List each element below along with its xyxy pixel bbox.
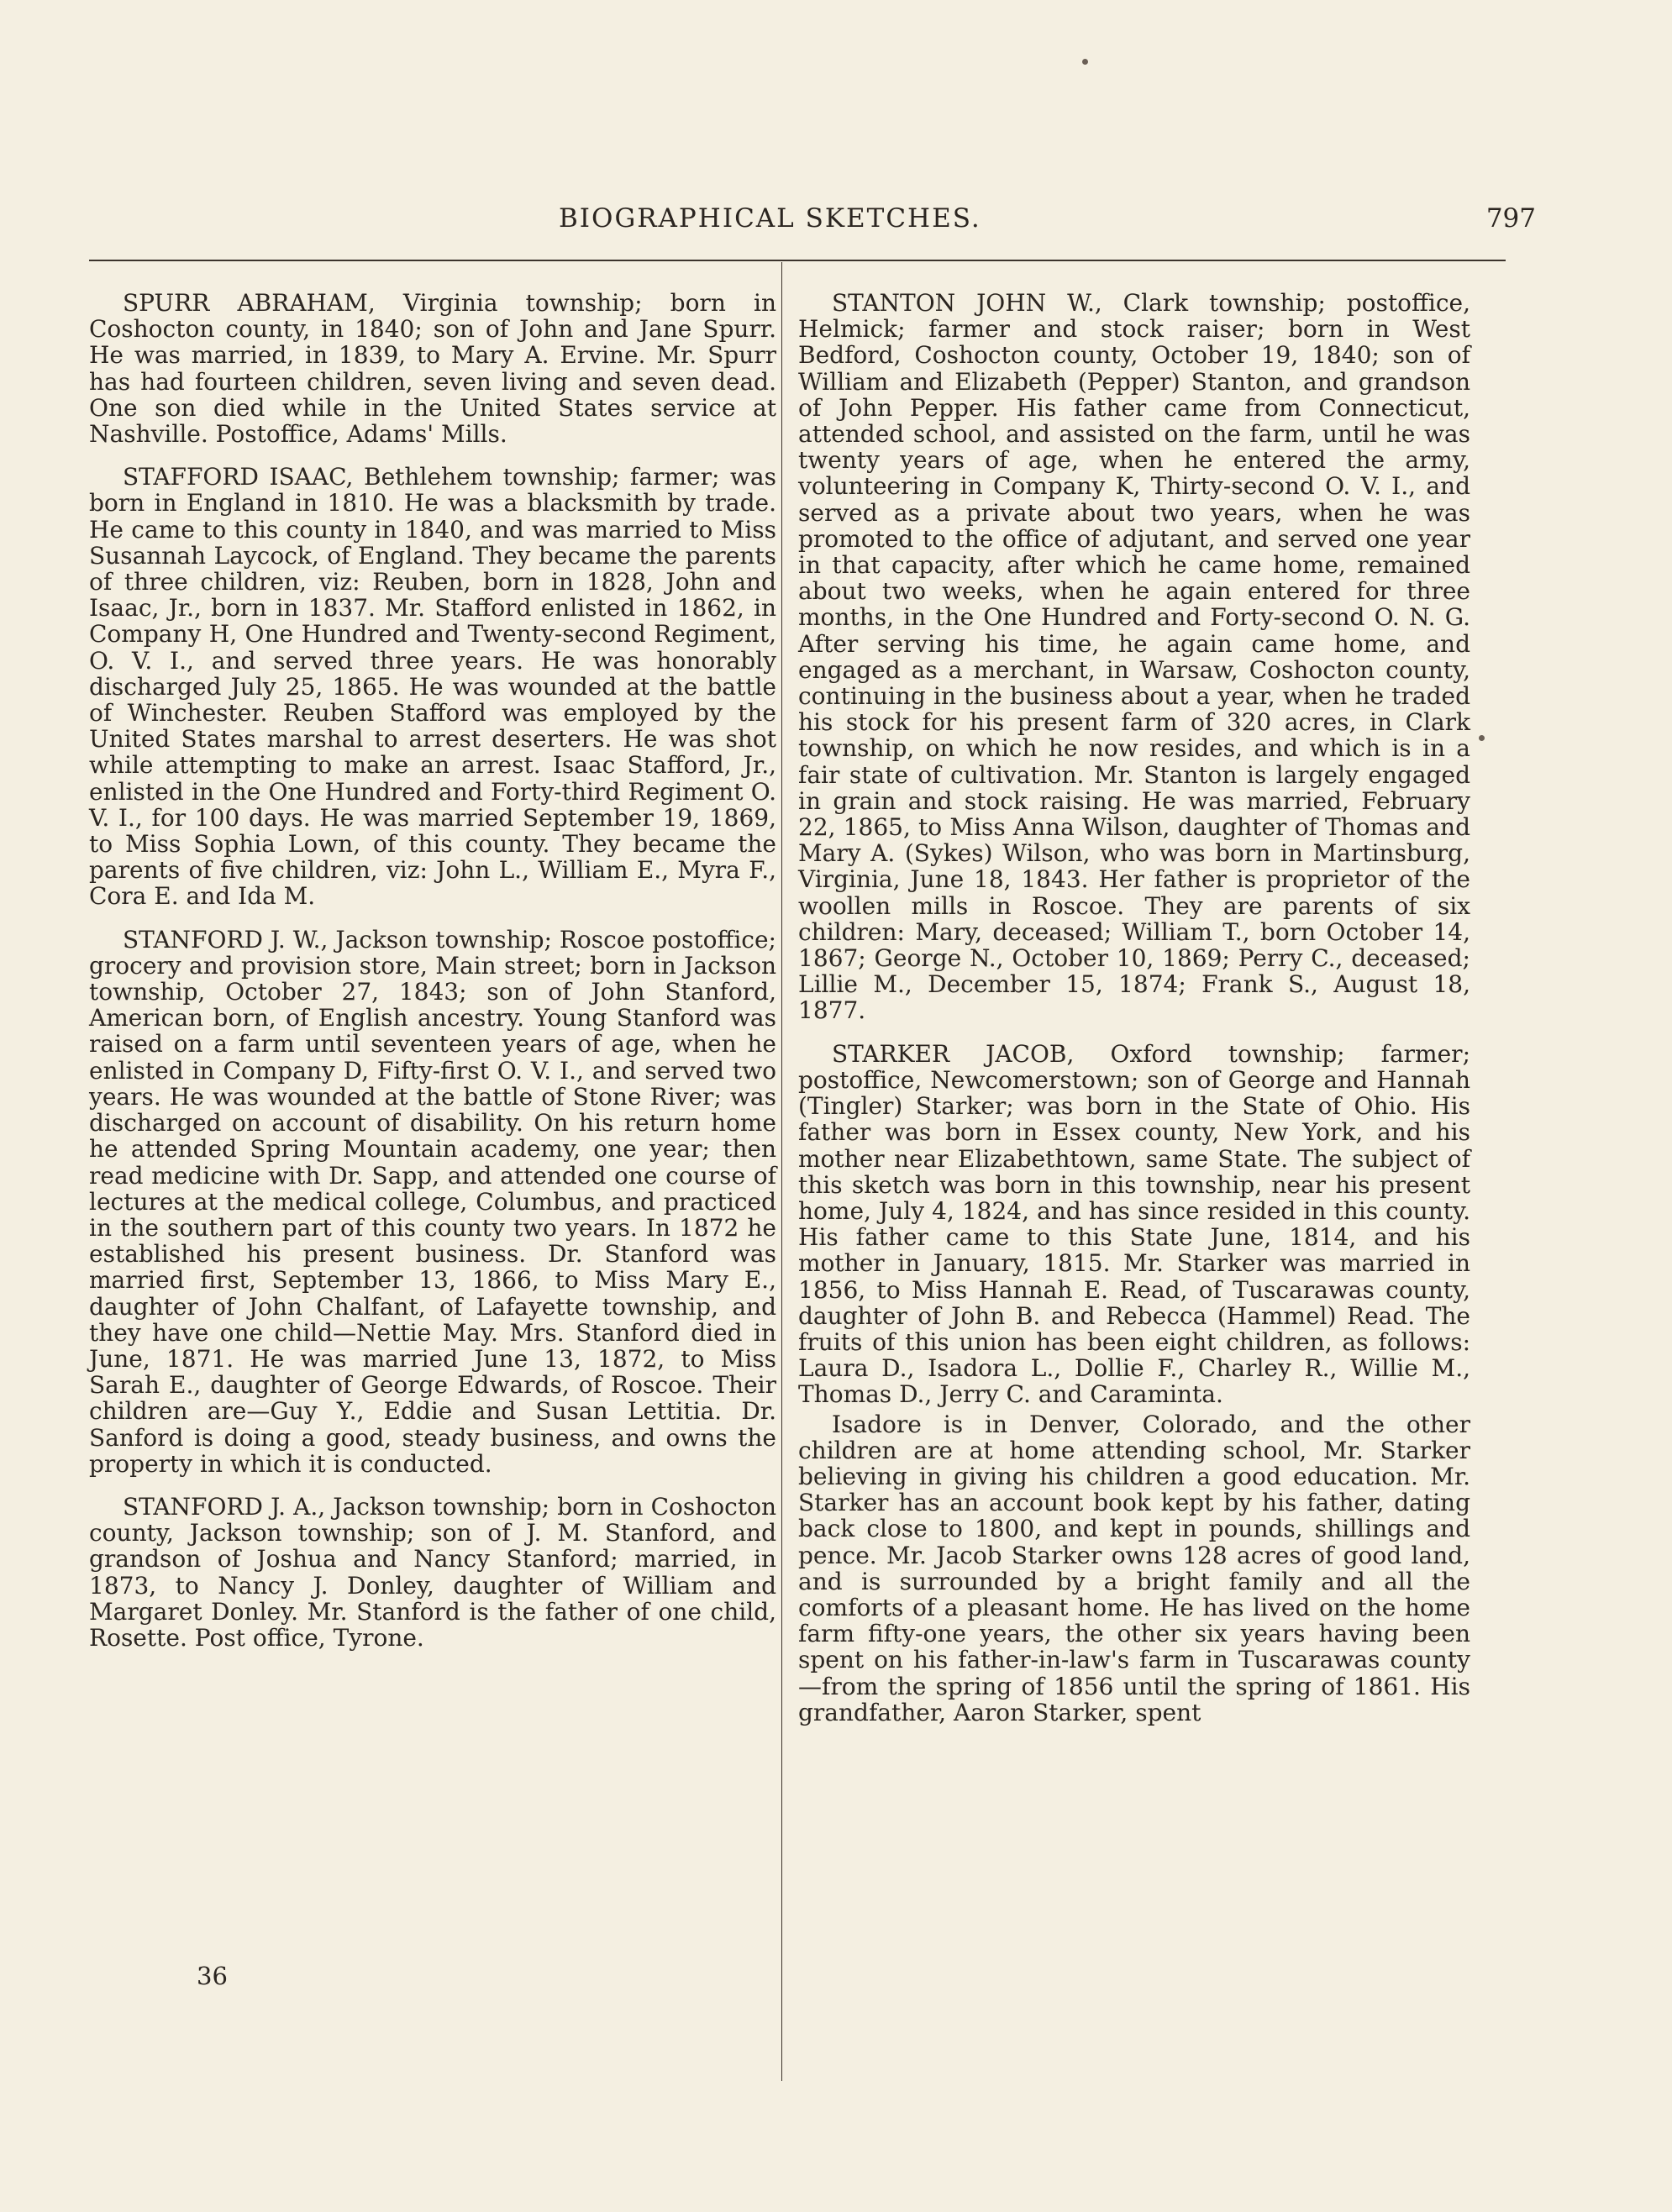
ink-speck <box>1479 735 1485 741</box>
entry-stanford-jw: STANFORD J. W., Jackson township; Roscoe postoffice; grocery and provision store, Main street; born in Jackson township, October 27, 1843; son of John Stanford, American born, of English ancestry. Young Stanford was raised on a farm until seventeen years of age, when he enlisted in Company D, Fifty-first O. V. I., and served two years. He was wounded at the battle of Stone River; was discharged on account of disability. On his return home he attended Spring Mountain academy, one year; then read medicine with Dr. Sapp, and attended one course of lectures at the medical college, Columbus, and practiced in the southern part of this county two years. In 1872 he established his present business. Dr. Stanford was married first, September 13, 1866, to Miss Mary E., daughter of John Chalfant, of Lafayette township, and they have one child—Nettie May. Mrs. Stanford died in June, 1871. He was married June 13, 1872, to Miss Sarah E., daughter of George Edwards, of Roscoe. Their children are—Guy Y., Eddie and Susan Lettitia. Dr. Sanford is doing a good, steady business, and owns the property in which it is conducted. <box>89 925 776 1478</box>
ink-speck <box>1082 59 1088 65</box>
signature-mark: 36 <box>197 1962 228 1990</box>
page-number: 797 <box>1485 203 1536 234</box>
right-column <box>798 290 1470 1742</box>
entry-spurr-abraham: SPURR ABRAHAM, Virginia township; born in Coshocton county, in 1840; son of John and Jane Spurr. He was married, in 1839, to Mary A. Ervine. Mr. Spurr has had fourteen children, seven living and seven dead. One son died while in the United States service at Nashville. Postoffice, Adams' Mills. <box>89 289 776 449</box>
entry-stanton-john: STANTON JOHN W., Clark township; postoffice, Helmick; farmer and stock raiser; born in West Bedford, Coshocton county, October 19, 1840; son of William and Elizabeth (Pepper) Stanton, and grandson of John Pepper. His father came from Connecticut, attended school, and assisted on the farm, until he was twenty years of age, when he entered the army, volunteering in Company K, Thirty-second O. V. I., and served as a private about two years, when he was promoted to the office of adjutant, and served one year in that capacity, after which he came home, remained about two weeks, when he again entered for three months, in the One Hundred and Forty-second O. N. G. After serving his time, he again came home, and engaged as a merchant, in Warsaw, Coshocton county, continuing in the business about a year, when he traded his stock for his present farm of 320 acres, in Clark township, on which he now resides, and which is in a fair state of cultivation. Mr. Stanton is largely engaged in grain and stock raising. He was married, February 22, 1865, to Miss Anna Wilson, daughter of Thomas and Mary A. (Sykes) Wilson, who was born in Martinsburg, Virginia, June 18, 1843. Her father is proprietor of the woollen mills in Roscoe. They are parents of six children: Mary, deceased; William T., born October 14, 1867; George N., October 10, 1869; Perry C., deceased; Lillie M., December 15, 1874; Frank S., August 18, 1877. <box>798 289 1470 1025</box>
running-title: BIOGRAPHICAL SKETCHES. <box>559 203 981 234</box>
page-header <box>101 203 1571 245</box>
entry-stanford-ja: STANFORD J. A., Jackson township; born in Coshocton county, Jackson township; son of J. M. Stanford, and grandson of Joshua and Nancy Stanford; married, in 1873, to Nancy J. Donley, daughter of William and Margaret Donley. Mr. Stanford is the father of one child, Rosette. Post office, Tyrone. <box>89 1492 776 1652</box>
left-column <box>89 290 776 1668</box>
entry-stafford-isaac: STAFFORD ISAAC, Bethlehem township; farmer; was born in England in 1810. He was a blacksmith by trade. He came to this county in 1840, and was married to Miss Susannah Laycock, of England. They became the parents of three children, viz: Reuben, born in 1828, John and Isaac, Jr., born in 1837. Mr. Stafford enlisted in 1862, in Company H, One Hundred and Twenty-second Regiment, O. V. I., and served three years. He was honorably discharged July 25, 1865. He was wounded at the battle of Winchester. Reuben Stafford was employed by the United States marshal to arrest deserters. He was shot while attempting to make an arrest. Isaac Stafford, Jr., enlisted in the One Hundred and Forty-third Regiment O. V. I., for 100 days. He was married September 19, 1869, to Miss Sophia Lown, of this county. They became the parents of five children, viz: John L., William E., Myra F., Cora E. and Ida M. <box>89 463 776 911</box>
header-rule <box>89 260 1506 261</box>
entry-starker-jacob: STARKER JACOB, Oxford township; farmer; postoffice, Newcomerstown; son of George and Hannah (Tingler) Starker; was born in the State of Ohio. His father was born in Essex county, New York, and his mother near Elizabethtown, same State. The subject of this sketch was born in this township, near his present home, July 4, 1824, and has since resided in this county. His father came to this State June, 1814, and his mother in January, 1815. Mr. Starker was married in 1856, to Miss Hannah E. Read, of Tuscarawas county, daughter of John B. and Rebecca (Hammel) Read. The fruits of this union has been eight children, as follows: Laura D., Isadora L., Dollie F., Charley R., Willie M., Thomas D., Jerry C. and Caraminta. <box>798 1039 1470 1409</box>
column-divider <box>781 262 782 2081</box>
entry-starker-jacob-continued: Isadore is in Denver, Colorado, and the other children are at home attending school, Mr. Starker believing in giving his children a good education. Mr. Starker has an account book kept by his father, dating back close to 1800, and kept in pounds, shillings and pence. Mr. Jacob Starker owns 128 acres of good land, and is surrounded by a bright family and all the comforts of a pleasant home. He has lived on the home farm fifty-one years, the other six years having been spent on his father-in-law's farm in Tuscarawas county—from the spring of 1856 until the spring of 1861. His grandfather, Aaron Starker, spent <box>798 1410 1470 1726</box>
